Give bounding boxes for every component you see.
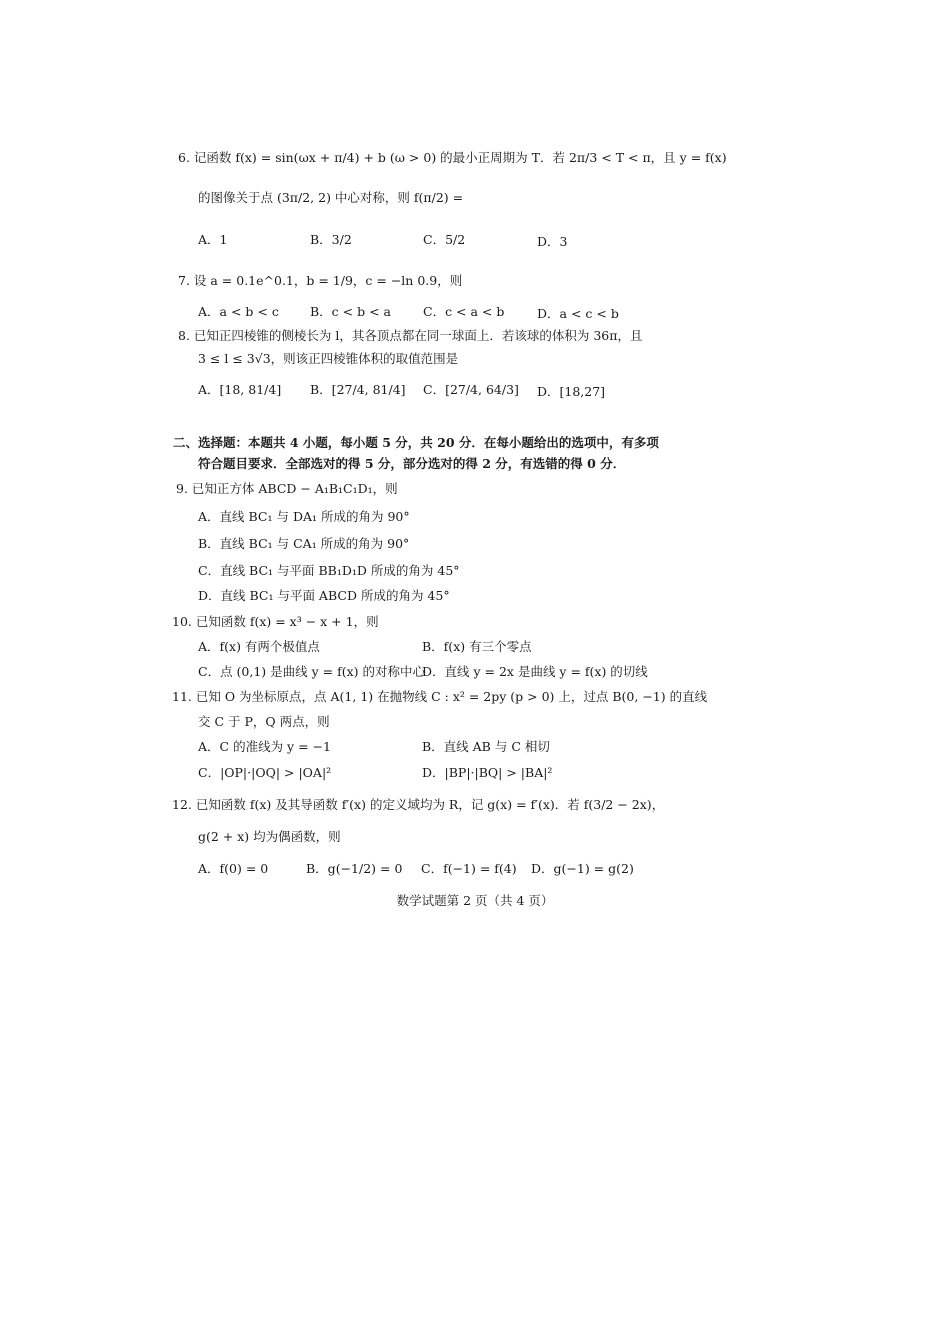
q11-option-c: C．|OP|·|OQ| > |OA|² xyxy=(198,765,332,780)
q10-option-a: A．f(x) 有两个极值点 xyxy=(198,639,320,654)
q12-option-a: A．f(0) = 0 xyxy=(198,861,269,876)
q12-option-c: C．f(−1) = f(4) xyxy=(421,861,517,876)
q8-stem-line1: 8. 已知正四棱锥的侧棱长为 l，其各顶点都在同一球面上．若该球的体积为 36π，且 xyxy=(178,328,643,343)
page-footer: 数学试题第 2 页（共 4 页） xyxy=(396,893,554,908)
q11-stem-line1: 11. 已知 O 为坐标原点，点 A(1, 1) 在抛物线 C : x² = 2py (p > 0) 上，过点 B(0, −1) 的直线 xyxy=(172,689,708,704)
section-2-heading: 二、选择题：本题共 4 小题，每小题 5 分，共 20 分．在每小题给出的选项中，有多项 xyxy=(173,435,659,450)
q8-option-d: D．[18,27] xyxy=(537,384,606,399)
q7-option-d: D．a < c < b xyxy=(537,306,619,321)
q6-stem-line1: 6. 记函数 f(x) = sin(ωx + π/4) + b (ω > 0) 的最小正周期为 T．若 2π/3 < T < π，且 y = f(x) xyxy=(178,150,727,165)
q7-option-c: C．c < a < b xyxy=(423,304,505,319)
q10-option-d: D．直线 y = 2x 是曲线 y = f(x) 的切线 xyxy=(422,664,648,679)
q7-option-b: B．c < b < a xyxy=(310,304,391,319)
section-2-heading-line2: 符合题目要求．全部选对的得 5 分，部分选对的得 2 分，有选错的得 0 分． xyxy=(198,456,626,471)
q12-stem-line1: 12. 已知函数 f(x) 及其导函数 f′(x) 的定义域均为 R，记 g(x) = f′(x)．若 f(3/2 − 2x)， xyxy=(172,797,665,812)
q10-option-b: B．f(x) 有三个零点 xyxy=(422,639,532,654)
q8-stem-line2: 3 ≤ l ≤ 3√3，则该正四棱锥体积的取值范围是 xyxy=(198,351,459,366)
q6-option-a: A．1 xyxy=(198,232,228,247)
q8-option-b: B．[27/4, 81/4] xyxy=(310,382,406,397)
q11-option-d: D．|BP|·|BQ| > |BA|² xyxy=(422,765,553,780)
q10-option-c: C．点 (0,1) 是曲线 y = f(x) 的对称中心 xyxy=(198,664,426,679)
q11-stem-line2: 交 C 于 P，Q 两点，则 xyxy=(198,714,330,729)
q9-option-d: D．直线 BC₁ 与平面 ABCD 所成的角为 45° xyxy=(198,588,450,603)
q6-option-d: D．3 xyxy=(537,234,568,249)
q6-option-b: B．3/2 xyxy=(310,232,352,247)
q9-option-a: A．直线 BC₁ 与 DA₁ 所成的角为 90° xyxy=(198,509,410,524)
q7-option-a: A．a < b < c xyxy=(198,304,279,319)
q12-option-d: D．g(−1) = g(2) xyxy=(531,861,634,876)
q8-option-c: C．[27/4, 64/3] xyxy=(423,382,519,397)
q9-stem: 9. 已知正方体 ABCD − A₁B₁C₁D₁，则 xyxy=(176,481,398,496)
q12-option-b: B．g(−1/2) = 0 xyxy=(306,861,403,876)
q9-option-c: C．直线 BC₁ 与平面 BB₁D₁D 所成的角为 45° xyxy=(198,563,460,578)
q12-stem-line2: g(2 + x) 均为偶函数，则 xyxy=(198,829,341,844)
q10-stem: 10. 已知函数 f(x) = x³ − x + 1，则 xyxy=(172,614,379,629)
q7-stem: 7. 设 a = 0.1e^0.1，b = 1/9，c = −ln 0.9，则 xyxy=(178,273,463,288)
q11-option-b: B．直线 AB 与 C 相切 xyxy=(422,739,550,754)
q9-option-b: B．直线 BC₁ 与 CA₁ 所成的角为 90° xyxy=(198,536,410,551)
q6-option-c: C．5/2 xyxy=(423,232,466,247)
q8-option-a: A．[18, 81/4] xyxy=(198,382,282,397)
q6-stem-line2: 的图像关于点 (3π/2, 2) 中心对称，则 f(π/2) = xyxy=(198,190,464,205)
q11-option-a: A．C 的准线为 y = −1 xyxy=(198,739,331,754)
